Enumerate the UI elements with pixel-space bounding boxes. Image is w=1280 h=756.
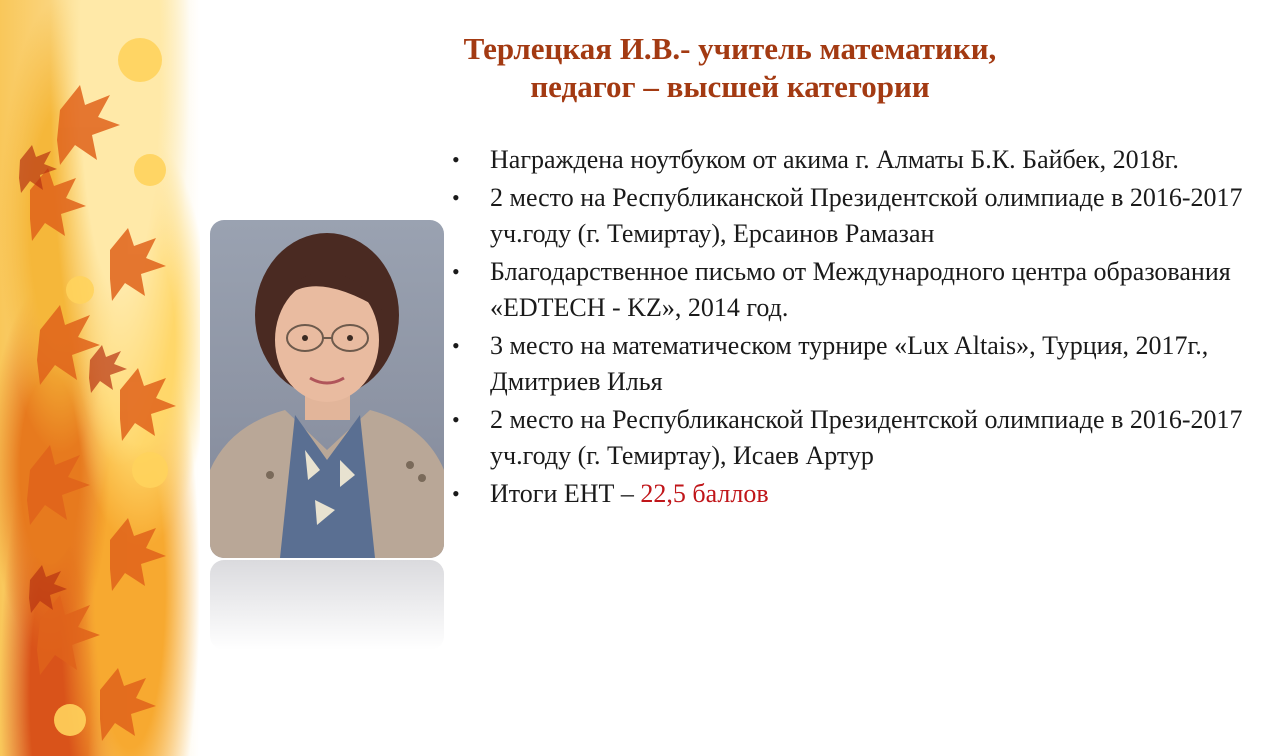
teacher-portrait (210, 220, 444, 558)
list-item-text: 3 место на математическом турнире «Lux Altais», Турция, 2017г., Дмитриев Илья (490, 331, 1209, 396)
list-item (450, 402, 1260, 474)
list-item (450, 254, 1260, 326)
portrait-reflection (210, 560, 444, 650)
bullet-dot-icon: • (452, 259, 460, 284)
achievements-list (450, 142, 1260, 514)
bullet-dot-icon: • (452, 185, 460, 210)
list-item-text: 2 место на Республиканской Президентской олимпиаде в 2016-2017 уч.году (г. Темиртау), Ерсаинов Рамазан (490, 183, 1243, 248)
portrait-icon (210, 220, 444, 558)
list-item (450, 328, 1260, 400)
list-item (450, 476, 1260, 512)
bullet-dot-icon: • (452, 407, 460, 432)
list-item (450, 142, 1260, 178)
list-item-text: 2 место на Республиканской Президентской олимпиаде в 2016-2017 уч.году (г. Темиртау), Исаев Артур (490, 405, 1243, 470)
list-item (450, 180, 1260, 252)
title-line-1: Терлецкая И.В.- учитель математики, (463, 31, 997, 66)
title-line-2: педагог – высшей категории (530, 69, 930, 104)
autumn-leaves-decoration (0, 0, 200, 756)
list-item-text: Благодарственное письмо от Международного центра образования «EDTECH - KZ», 2014 год. (490, 257, 1231, 322)
slide-title (330, 30, 1130, 106)
list-item-text: Награждена ноутбуком от акима г. Алматы Б.К. Байбек, 2018г. (490, 145, 1179, 174)
ent-score-highlight: 22,5 баллов (640, 479, 769, 508)
bullet-dot-icon: • (452, 147, 460, 172)
bullet-dot-icon: • (452, 481, 460, 506)
list-item-text: Итоги ЕНТ – (490, 479, 641, 508)
bullet-dot-icon: • (452, 333, 460, 358)
leaves-icon (0, 0, 200, 756)
